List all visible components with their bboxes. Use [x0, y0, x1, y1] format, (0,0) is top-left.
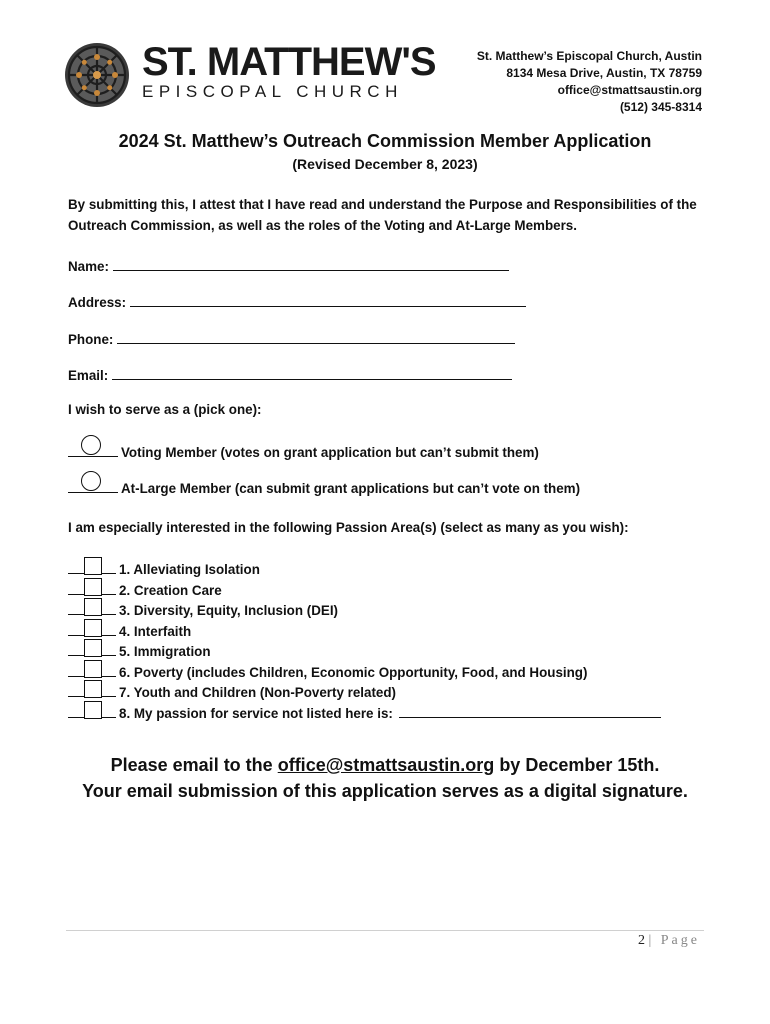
other-passion-line[interactable] [399, 705, 661, 718]
contact-address: 8134 Mesa Drive, Austin, TX 78759 [506, 66, 702, 80]
attestation-text: By submitting this, I attest that I have read and understand the Purpose and Responsibilities of the Outreach Commission, as well as the roles of the Voting and At-Large Members. [68, 197, 697, 233]
footer-divider [66, 930, 704, 931]
checkbox-area-6[interactable] [84, 660, 102, 678]
passion-area-item[interactable] [68, 682, 661, 703]
checkbox-area-5[interactable] [84, 639, 102, 657]
page-label: | Page [648, 933, 700, 948]
page-number [638, 933, 700, 949]
area-label: 1. Alleviating Isolation [119, 562, 260, 577]
area-label: 8. My passion for service not listed here is: [119, 705, 393, 721]
passion-area-item[interactable] [68, 703, 661, 724]
name-line[interactable] [113, 258, 509, 271]
contact-church: St. Matthew’s Episcopal Church, Austin [476, 49, 702, 63]
email-label: Email: [68, 368, 109, 383]
cta-suffix: by December 15th. [499, 755, 660, 775]
contact-block [477, 48, 702, 116]
role-prompt: I wish to serve as a (pick one): [68, 402, 262, 417]
passion-area-item[interactable] [68, 621, 661, 642]
page-title: 2024 St. Matthew’s Outreach Commission Member Application [118, 131, 652, 151]
email-field[interactable] [68, 367, 512, 383]
checkbox-area-8[interactable] [84, 701, 102, 719]
area-label: 3. Diversity, Equity, Inclusion (DEI) [119, 603, 339, 618]
passion-area-item[interactable] [68, 580, 661, 601]
passion-prompt: I am especially interested in the following Passion Area(s) (select as many as you wish): [68, 520, 629, 535]
page-number-value: 2 [637, 933, 645, 948]
cta-prefix: Please email to the [110, 755, 273, 775]
phone-line[interactable] [117, 331, 515, 344]
area-label: 4. Interfaith [119, 623, 192, 639]
address-line[interactable] [130, 294, 526, 307]
passion-area-item[interactable] [68, 641, 661, 662]
logo-name: ST. MATTHEW'S [142, 40, 436, 84]
role-option-at-large[interactable] [68, 479, 580, 501]
email-line[interactable] [112, 367, 512, 380]
cta-line-1 [0, 752, 770, 778]
contact-phone: (512) 345-8314 [619, 100, 702, 114]
checkbox-area-7[interactable] [84, 680, 102, 698]
passion-area-item[interactable] [68, 559, 661, 580]
rose-window-logo-icon [64, 42, 130, 108]
name-field[interactable] [68, 258, 509, 274]
address-field[interactable] [68, 294, 526, 310]
phone-label: Phone: [68, 332, 114, 347]
passion-area-item[interactable] [68, 662, 661, 683]
checkbox-area-3[interactable] [84, 598, 102, 616]
role-option-voting[interactable] [68, 443, 539, 465]
page-subtitle: (Revised December 8, 2023) [292, 156, 478, 172]
area-label: 6. Poverty (includes Children, Economic Opportunity, Food, and Housing) [119, 664, 588, 680]
office-email-link[interactable]: office@stmattsaustin.org [277, 755, 495, 775]
checkbox-area-2[interactable] [84, 578, 102, 596]
phone-field[interactable] [68, 331, 515, 347]
cta-line-2: Your email submission of this application serves as a digital signature. [82, 781, 688, 801]
letterhead [64, 40, 704, 120]
passion-area-item[interactable] [68, 600, 661, 621]
checkbox-area-1[interactable] [84, 557, 102, 575]
radio-at-large[interactable] [81, 471, 101, 491]
church-logo-text [142, 40, 436, 102]
area-label: 5. Immigration [119, 644, 211, 659]
contact-email: office@stmattsaustin.org [557, 83, 702, 97]
checkbox-area-4[interactable] [84, 619, 102, 637]
area-label: 7. Youth and Children (Non-Poverty related) [119, 685, 397, 700]
passion-area-list [68, 559, 661, 723]
area-label: 2. Creation Care [119, 582, 222, 598]
address-label: Address: [68, 295, 127, 310]
role-label-voting: Voting Member (votes on grant application but can’t submit them) [121, 445, 539, 460]
radio-voting[interactable] [81, 435, 101, 455]
name-label: Name: [68, 259, 109, 274]
role-label-at-large: At-Large Member (can submit grant applications but can’t vote on them) [121, 481, 581, 496]
logo-subtitle: EPISCOPAL CHURCH [142, 82, 403, 101]
submission-instructions [0, 752, 770, 804]
